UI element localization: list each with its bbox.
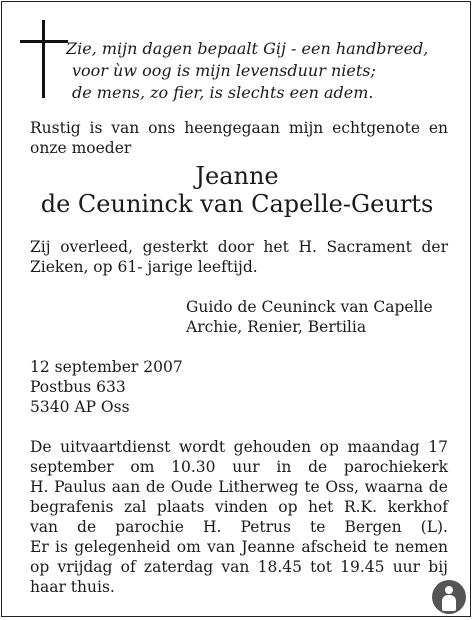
word: Bergen	[344, 518, 402, 536]
word: vrijdag	[57, 558, 113, 576]
funeral-service-text	[30, 437, 448, 597]
word: bij	[428, 558, 448, 576]
word: Litherweg	[218, 478, 299, 496]
word: (L).	[420, 518, 448, 536]
justified-line	[30, 537, 448, 557]
justified-line	[30, 557, 448, 577]
word: uitvaartdienst	[60, 438, 171, 456]
family-names	[186, 297, 433, 337]
word: of	[120, 558, 136, 576]
word: 19.45	[340, 558, 385, 576]
deceased-full-name: de Ceuninck van Capelle-Geurts	[40, 190, 434, 218]
deceased-first-name: Jeanne	[195, 162, 279, 190]
cross-icon	[20, 20, 68, 100]
family-line: Archie, Renier, Bertilia	[186, 318, 367, 336]
word: Oude	[170, 478, 213, 496]
word: Jeanne	[241, 538, 296, 556]
mourning-figure-icon	[432, 580, 466, 614]
word: te	[310, 518, 326, 536]
verse-line: Zie, mijn dagen bepaalt Gij - een handbreed,	[66, 39, 429, 58]
word: H.	[30, 478, 49, 496]
justified-line	[30, 517, 448, 537]
word: 10.30	[171, 458, 216, 476]
intro-line: onze moeder	[30, 139, 132, 157]
word: maandag	[347, 438, 420, 456]
verse-line: voor ùw oog is mijn levensduur niets;	[72, 61, 376, 80]
word: tot	[310, 558, 332, 576]
word: ons	[148, 119, 176, 137]
word: de	[308, 458, 328, 476]
word: is	[89, 119, 103, 137]
word: de	[77, 518, 97, 536]
word: en	[428, 119, 448, 137]
justified-line	[30, 457, 448, 477]
word: zal	[124, 498, 147, 516]
word: Rustig	[30, 119, 81, 137]
word: Sacrament	[326, 238, 412, 256]
word: het	[263, 238, 289, 256]
word: van	[30, 518, 58, 536]
word: afscheid	[301, 538, 368, 556]
word: mijn	[288, 119, 324, 137]
word: Er	[30, 538, 49, 556]
word: september	[30, 458, 114, 476]
justified-line	[30, 437, 448, 457]
word: overleed,	[60, 238, 134, 256]
word: parochiekerk	[343, 458, 448, 476]
word: Petrus	[240, 518, 291, 536]
verse	[62, 38, 428, 104]
word: gelegenheid	[74, 538, 171, 556]
word: door	[217, 238, 254, 256]
word: van	[111, 119, 140, 137]
word: de	[428, 478, 448, 496]
verse-line: de mens, zo fier, is slechts een adem.	[72, 83, 374, 102]
date-address	[30, 357, 183, 417]
word: R.K.	[343, 498, 378, 516]
word: plaats	[156, 498, 205, 516]
word: Zij	[30, 238, 51, 256]
justified-line	[30, 118, 448, 138]
word: aan	[111, 478, 141, 496]
word: parochie	[115, 518, 184, 536]
word: H.	[202, 518, 222, 536]
word: gesterkt	[142, 238, 209, 256]
word: om	[176, 538, 201, 556]
justified-line	[30, 497, 448, 517]
word: op	[319, 438, 339, 456]
word: uur	[392, 558, 421, 576]
family-line: Guido de Ceuninck van Capelle	[186, 298, 433, 316]
death-notice	[30, 237, 448, 277]
word: in	[276, 458, 292, 476]
word: Paulus	[54, 478, 107, 496]
word: Oss,	[325, 478, 359, 496]
word: nemen	[394, 538, 448, 556]
justified-line	[30, 237, 448, 257]
word: te	[304, 478, 320, 496]
postbox: Postbus 633	[30, 378, 126, 396]
service-line: haar thuis.	[30, 578, 115, 596]
word: kerkhof	[387, 498, 448, 516]
word: van	[207, 538, 236, 556]
word: waarna	[364, 478, 424, 496]
notice-date: 12 september 2007	[30, 358, 183, 376]
postal-city: 5340 AP Oss	[30, 398, 130, 416]
word: H.	[298, 238, 317, 256]
word: begrafenis	[30, 498, 114, 516]
word: om	[130, 458, 155, 476]
word: 17	[428, 438, 448, 456]
word: heengegaan	[184, 119, 281, 137]
word: de	[145, 478, 165, 496]
word: 18.45	[257, 558, 302, 576]
word: te	[373, 538, 389, 556]
word: het	[308, 498, 334, 516]
justified-line	[30, 477, 448, 497]
word: uur	[232, 458, 260, 476]
word: van	[221, 558, 250, 576]
word: De	[30, 438, 52, 456]
word: is	[55, 538, 68, 556]
word: vinden	[214, 498, 268, 516]
word: op	[278, 498, 298, 516]
word: der	[421, 238, 448, 256]
intro-text	[30, 118, 450, 158]
word: op	[30, 558, 50, 576]
word: wordt	[178, 438, 226, 456]
word: echtgenote	[332, 119, 421, 137]
word: gehouden	[233, 438, 312, 456]
death-line: Zieken, op 61- jarige leeftijd.	[30, 258, 258, 276]
word: zaterdag	[143, 558, 214, 576]
